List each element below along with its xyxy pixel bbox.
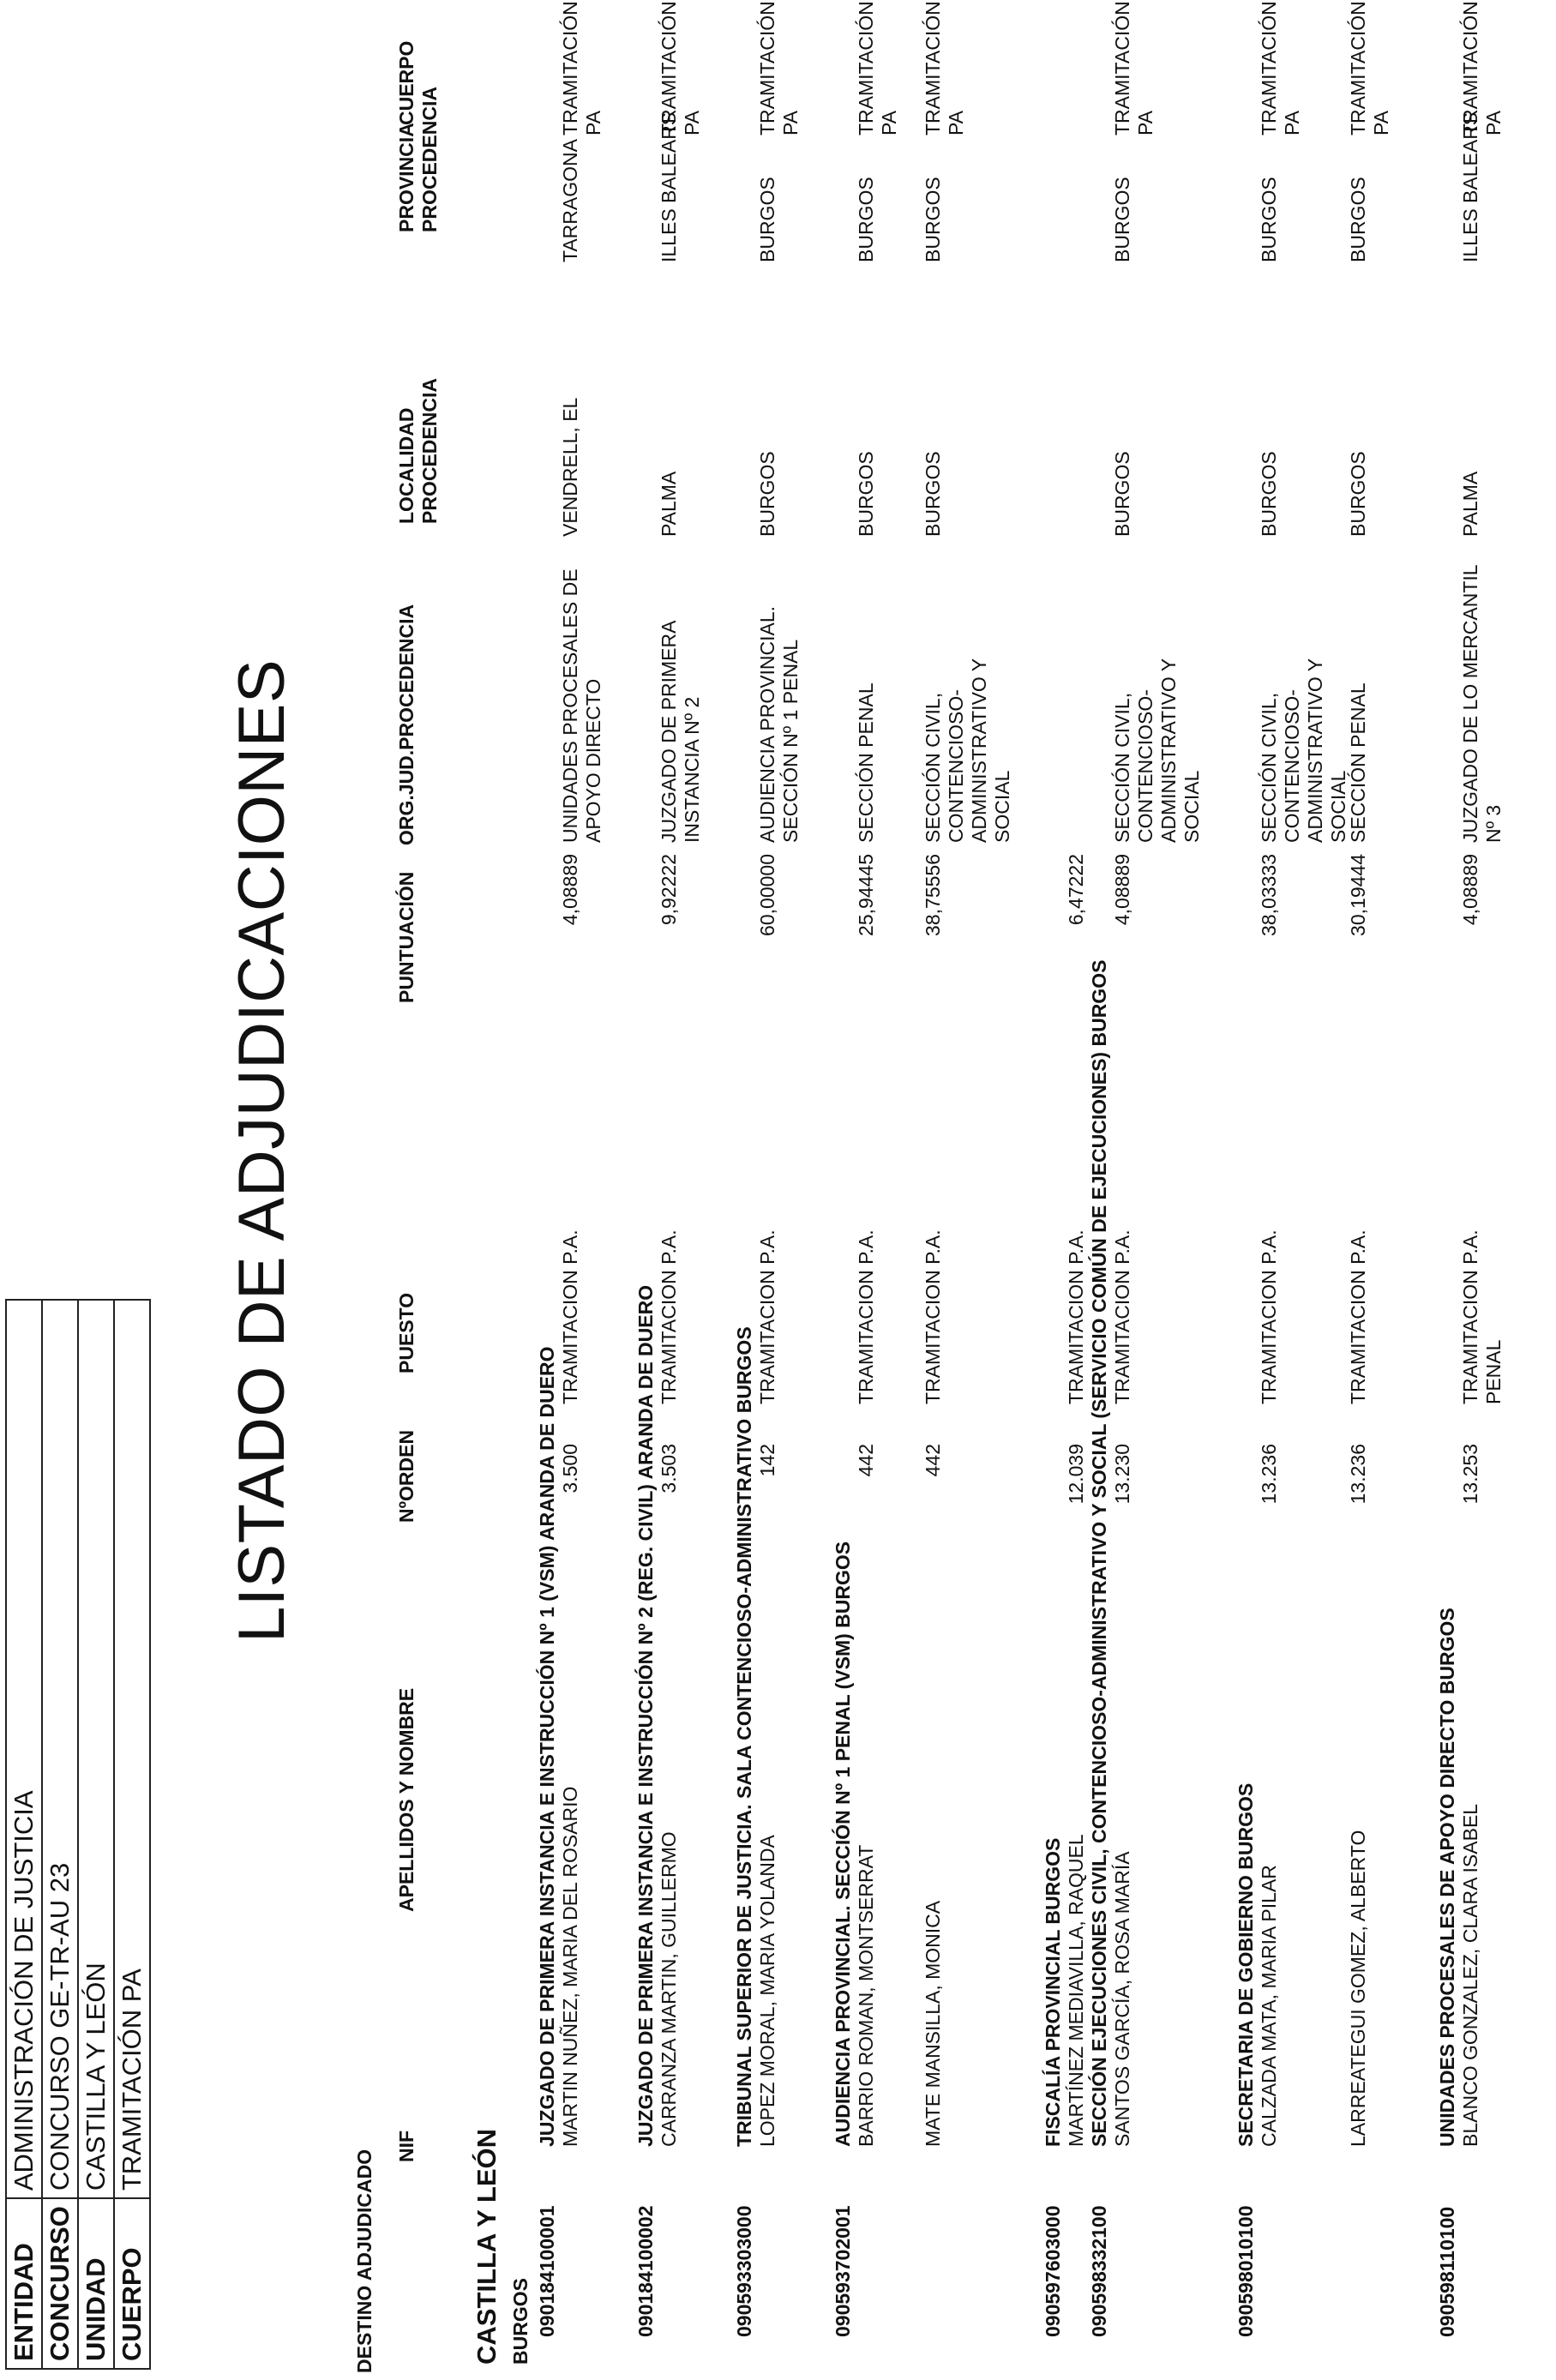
- row-org: JUZGADO DE LO MERCANTIL Nº 3: [1459, 565, 1505, 843]
- row-puntuacion: 4,08889: [1459, 854, 1481, 926]
- row-org: SECCIÓN CIVIL, CONTENCIOSO-ADMINISTRATIVO Y SOCIAL: [1258, 658, 1349, 843]
- header-provincia-line2: PROCEDENCIA: [418, 87, 441, 232]
- group-name: JUZGADO DE PRIMERA INSTANCIA E INSTRUCCIÓN Nº 2 (REG. CIVIL) ARANDA DE DUERO: [634, 1284, 657, 2147]
- row-orden: 3.500: [559, 1444, 581, 1494]
- row-nombre: BLANCO GONZALEZ, CLARA ISABEL: [1459, 1803, 1481, 2147]
- row-nombre: SANTOS GARCÍA, ROSA MARÍA: [1111, 1851, 1133, 2147]
- group-name: SECCIÓN EJECUCIONES CIVIL, CONTENCIOSO-ADMINISTRATIVO Y SOCIAL (SERVICIO COMÚN DE EJECUCIONES) BURGOS: [1088, 959, 1110, 2147]
- header-orden: NºORDEN: [395, 1429, 418, 1523]
- row-provincia: BURGOS: [922, 177, 944, 262]
- province-title: BURGOS: [509, 2278, 532, 2365]
- group-name: TRIBUNAL SUPERIOR DE JUSTICIA. SALA CONTENCIOSO-ADMINISTRATIVO BURGOS: [733, 1326, 755, 2147]
- row-org: JUZGADO DE PRIMERA INSTANCIA Nº 2: [658, 621, 703, 843]
- row-provincia: BURGOS: [1111, 177, 1133, 262]
- row-puesto: TRAMITACION P.A.: [756, 1229, 778, 1404]
- info-row-unidad: [78, 1300, 114, 2369]
- row-nombre: MARTIN NUÑEZ, MARIA DEL ROSARIO: [559, 1786, 581, 2147]
- row-localidad: BURGOS: [855, 451, 877, 537]
- row-org: SECCIÓN PENAL: [1347, 682, 1369, 843]
- header-localidad: [395, 378, 442, 524]
- group-name: AUDIENCIA PROVINCIAL. SECCIÓN Nº 1 PENAL (VSM) BURGOS: [832, 1541, 854, 2147]
- row-puesto: TRAMITACION P.A.: [1111, 1229, 1133, 1404]
- header-nombre: APELLIDOS Y NOMBRE: [395, 1687, 418, 1912]
- row-orden: 13.253: [1459, 1444, 1481, 1505]
- group-name: UNIDADES PROCESALES DE APOYO DIRECTO BURGOS: [1436, 1608, 1458, 2147]
- header-puntuacion: PUNTUACIÓN: [395, 871, 418, 1003]
- info-value: ADMINISTRACIÓN DE JUSTICIA: [6, 1300, 42, 2198]
- info-row-cuerpo: [114, 1300, 150, 2369]
- group-name: SECRETARIA DE GOBIERNO BURGOS: [1235, 1782, 1257, 2147]
- row-puntuacion: 30,19444: [1347, 854, 1369, 936]
- info-row-concurso: [42, 1300, 78, 2369]
- info-key: ENTIDAD: [6, 2198, 42, 2369]
- row-localidad: BURGOS: [1347, 451, 1369, 537]
- row-puesto: TRAMITACION P.A.: [855, 1229, 877, 1404]
- row-orden: 12.039: [1065, 1444, 1087, 1505]
- row-puesto: TRAMITACION P.A.: [922, 1229, 944, 1404]
- row-puesto: TRAMITACION P.A.: [1347, 1229, 1369, 1404]
- group-code: 090598332100: [1088, 2205, 1110, 2337]
- row-orden: 442: [855, 1444, 877, 1477]
- row-puntuacion: 4,08889: [1111, 854, 1133, 926]
- row-provincia: ILLES BALEARS: [658, 111, 680, 262]
- row-puntuacion: 38,75556: [922, 854, 944, 936]
- row-puesto: TRAMITACION P.A.: [658, 1229, 680, 1404]
- row-puesto: TRAMITACION P.A.: [559, 1229, 581, 1404]
- row-cuerpo: TRAMITACIÓN PA: [922, 1, 967, 135]
- row-nombre: MARTÍNEZ MEDIAVILLA, RAQUEL: [1065, 1834, 1087, 2147]
- row-puntuacion: 9,92222: [658, 854, 680, 926]
- info-value: CASTILLA Y LEÓN: [78, 1300, 114, 2198]
- region-title: CASTILLA Y LEÓN: [472, 2128, 502, 2365]
- row-cuerpo: TRAMITACIÓN PA: [1258, 1, 1303, 135]
- info-key: CONCURSO: [42, 2198, 78, 2369]
- row-provincia: BURGOS: [756, 177, 778, 262]
- row-orden: 13.230: [1111, 1444, 1133, 1505]
- row-puntuacion: 38,03333: [1258, 854, 1280, 936]
- row-cuerpo: TRAMITACIÓN PA: [1111, 1, 1156, 135]
- group-code: 090597603000: [1042, 2205, 1064, 2337]
- header-localidad-line2: PROCEDENCIA: [418, 378, 441, 524]
- row-provincia: BURGOS: [1347, 177, 1369, 262]
- row-cuerpo: TRAMITACIÓN PA: [756, 1, 802, 135]
- row-puesto: TRAMITACION P.A. PENAL: [1459, 1229, 1505, 1404]
- header-localidad-line1: LOCALIDAD: [395, 407, 418, 524]
- row-puntuacion: 60,00000: [756, 854, 778, 936]
- row-localidad: BURGOS: [922, 451, 944, 537]
- info-value: TRAMITACIÓN PA: [114, 1300, 150, 2198]
- row-provincia: BURGOS: [855, 177, 877, 262]
- row-orden: 13.236: [1347, 1444, 1369, 1505]
- row-provincia: TARRAGONA: [559, 139, 581, 262]
- group-code: 090184100001: [536, 2205, 558, 2337]
- row-cuerpo: TRAMITACIÓN PA: [658, 1, 703, 135]
- header-org: ORG.JUD.PROCEDENCIA: [395, 604, 418, 845]
- row-puntuacion: 4,08889: [559, 854, 581, 926]
- group-code: 090598010100: [1235, 2205, 1257, 2337]
- row-puesto: TRAMITACION P.A.: [1258, 1229, 1280, 1404]
- group-name: JUZGADO DE PRIMERA INSTANCIA E INSTRUCCIÓN Nº 1 (VSM) ARANDA DE DUERO: [536, 1346, 558, 2147]
- row-localidad: PALMA: [1459, 471, 1481, 537]
- row-localidad: VENDRELL, EL: [559, 397, 581, 537]
- group-code: 090184100002: [634, 2205, 657, 2337]
- row-localidad: PALMA: [658, 471, 680, 537]
- header-nif: NIF: [395, 2130, 418, 2162]
- row-localidad: BURGOS: [1258, 451, 1280, 537]
- group-code: 090593303000: [733, 2205, 755, 2337]
- row-orden: 13.236: [1258, 1444, 1280, 1505]
- header-cuerpo: CUERPO: [395, 40, 418, 125]
- row-nombre: CARRANZA MARTIN, GUILLERMO: [658, 1831, 680, 2147]
- row-puntuacion: 6,47222: [1065, 854, 1087, 926]
- row-nombre: CALZADA MATA, MARIA PILAR: [1258, 1865, 1280, 2147]
- row-localidad: BURGOS: [756, 451, 778, 537]
- group-code: 090598110100: [1436, 2206, 1458, 2337]
- row-nombre: BARRIO ROMAN, MONTSERRAT: [855, 1844, 877, 2147]
- row-puntuacion: 25,94445: [855, 854, 877, 936]
- info-row-entidad: [6, 1300, 42, 2369]
- row-orden: 3.503: [658, 1444, 680, 1494]
- header-puesto: PUESTO: [395, 1292, 418, 1373]
- header-provincia-line1: PROVINCIA: [395, 123, 418, 232]
- row-cuerpo: TRAMITACIÓN PA: [1459, 1, 1505, 135]
- info-key: CUERPO: [114, 2198, 150, 2369]
- row-cuerpo: TRAMITACIÓN PA: [855, 1, 900, 135]
- row-provincia: ILLES BALEARS: [1459, 111, 1481, 262]
- row-localidad: BURGOS: [1111, 451, 1133, 537]
- row-org: AUDIENCIA PROVINCIAL. SECCIÓN Nº 1 PENAL: [756, 605, 802, 843]
- row-org: SECCIÓN PENAL: [855, 682, 877, 843]
- row-nombre: MATE MANSILLA, MONICA: [922, 1900, 944, 2147]
- row-cuerpo: TRAMITACIÓN PA: [1347, 1, 1392, 135]
- group-code: 090593702001: [832, 2205, 854, 2337]
- row-org: SECCIÓN CIVIL, CONTENCIOSO-ADMINISTRATIVO Y SOCIAL: [922, 658, 1013, 843]
- row-provincia: BURGOS: [1258, 177, 1280, 262]
- info-key: UNIDAD: [78, 2198, 114, 2369]
- row-puesto: TRAMITACION P.A.: [1065, 1229, 1087, 1404]
- row-cuerpo: TRAMITACIÓN PA: [559, 1, 604, 135]
- row-org: UNIDADES PROCESALES DE APOYO DIRECTO: [559, 568, 604, 843]
- info-value: CONCURSO GE-TR-AU 23: [42, 1300, 78, 2198]
- page-title: LISTADO DE ADJUDICACIONES: [225, 658, 298, 1643]
- group-name: FISCALÍA PROVINCIAL BURGOS: [1042, 1837, 1064, 2147]
- header-destino: DESTINO ADJUDICADO: [353, 2149, 375, 2373]
- row-nombre: LARREATEGUI GOMEZ, ALBERTO: [1347, 1830, 1369, 2147]
- row-orden: 142: [756, 1444, 778, 1477]
- row-nombre: LOPEZ MORAL, MARIA YOLANDA: [756, 1835, 778, 2147]
- info-table: [5, 1299, 151, 2370]
- row-orden: 442: [922, 1444, 944, 1477]
- row-org: SECCIÓN CIVIL, CONTENCIOSO-ADMINISTRATIVO Y SOCIAL: [1111, 658, 1203, 843]
